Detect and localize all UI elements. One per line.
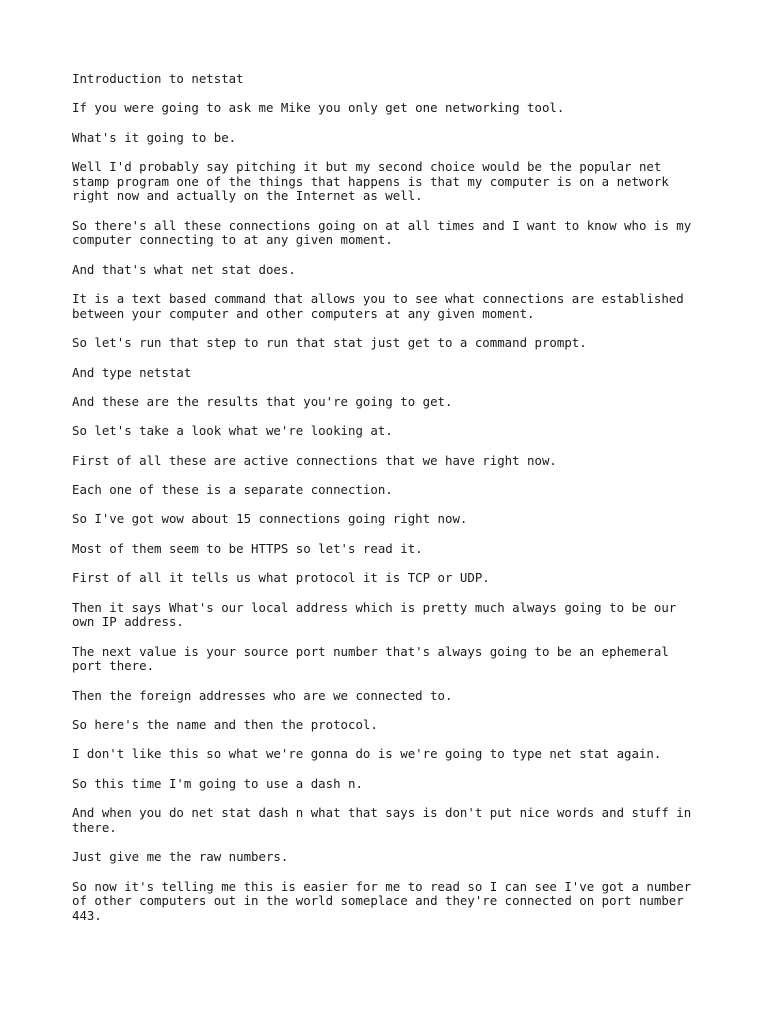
paragraph: First of all these are active connections that we have right now. xyxy=(72,452,557,468)
paragraph: I don't like this so what we're gonna do is we're going to type net stat again. xyxy=(72,746,662,762)
paragraph: So let's take a look what we're looking at. xyxy=(72,423,393,439)
paragraph: So there's all these connections going on at all times and I want to know who is my computer connecting to at any given moment. xyxy=(72,217,692,248)
paragraph: Then it says What's our local address which is pretty much always going to be our own IP address. xyxy=(72,599,677,630)
document-title: Introduction to netstat xyxy=(72,71,244,86)
paragraph: If you were going to ask me Mike you only get one networking tool. xyxy=(72,100,565,116)
paragraph: Most of them seem to be HTTPS so let's read it. xyxy=(72,540,423,556)
paragraph: First of all it tells us what protocol it is TCP or UDP. xyxy=(72,570,490,586)
paragraph: Just give me the raw numbers. xyxy=(72,849,289,865)
document-page xyxy=(72,72,712,938)
paragraph: And these are the results that you're going to get. xyxy=(72,393,453,409)
paragraph: Each one of these is a separate connection. xyxy=(72,482,393,498)
paragraph: And type netstat xyxy=(72,364,192,380)
paragraph: So I've got wow about 15 connections going right now. xyxy=(72,511,468,527)
paragraph: So let's run that step to run that stat just get to a command prompt. xyxy=(72,335,587,351)
paragraph: The next value is your source port number that's always going to be an ephemeral port there. xyxy=(72,643,669,674)
paragraph: Then the foreign addresses who are we connected to. xyxy=(72,687,453,703)
paragraph: And when you do net stat dash n what that says is don't put nice words and stuff in there. xyxy=(72,805,692,835)
paragraph: What's it going to be. xyxy=(72,129,237,145)
paragraph: It is a text based command that allows you to see what connections are established between your computer and other computers at any given moment. xyxy=(72,291,684,321)
paragraph: And that's what net stat does. xyxy=(72,261,296,277)
paragraph: So this time I'm going to use a dash n. xyxy=(72,775,363,791)
paragraph: Well I'd probably say pitching it but my second choice would be the popular net stamp program one of the things that happens is that my computer is on a network right now and actually on the Internet as well. xyxy=(72,159,669,204)
paragraph: So here's the name and then the protocol. xyxy=(72,716,378,732)
paragraph: So now it's telling me this is easier for me to read so I can see I've got a number of other computers out in the world someplace and they're connected on port number 443. xyxy=(72,878,692,923)
